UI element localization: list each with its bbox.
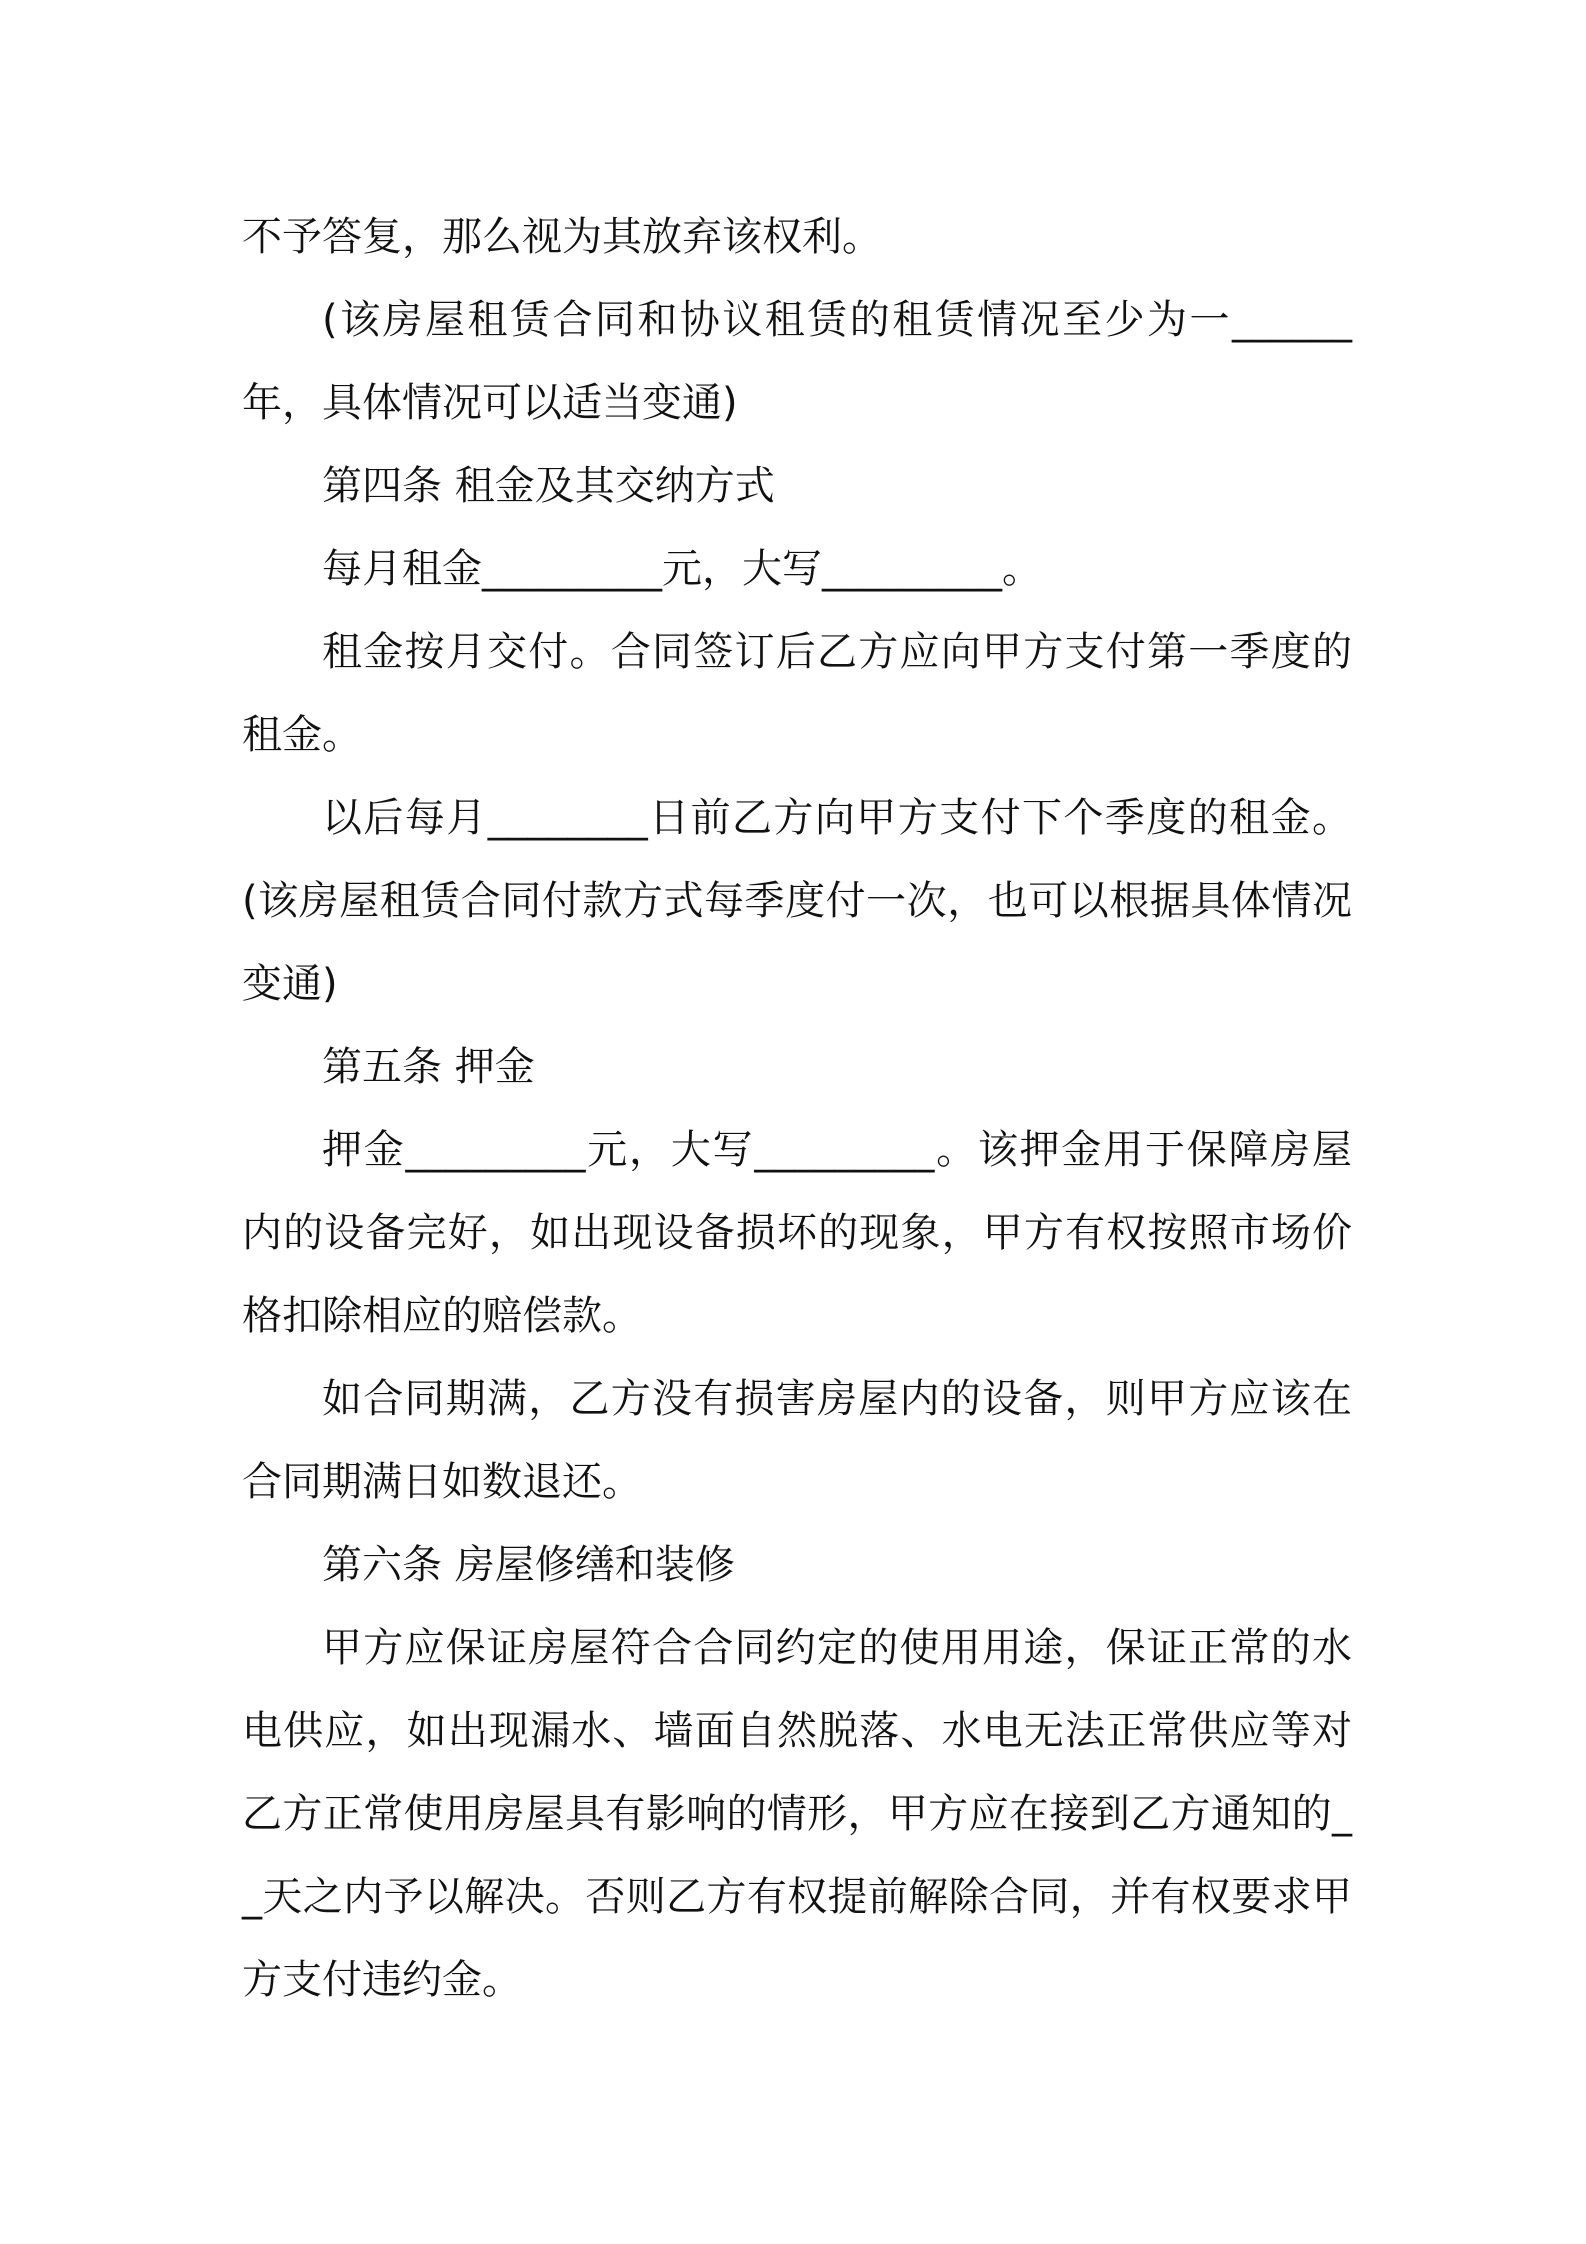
document-body [242, 196, 1352, 2022]
heading-article-5: 第五条 押金 [322, 1044, 535, 1090]
paragraph-lease-term-note: (该房屋租赁合同和协议租赁的租赁情况至少为一______年，具体情况可以适当变通) [242, 297, 1352, 426]
heading-article-6: 第六条 房屋修缮和装修 [322, 1542, 735, 1588]
paragraph-quarterly-payment: 以后每月________日前乙方向甲方支付下个季度的租金。(该房屋租赁合同付款方式每季度付一次，也可以根据具体情况变通) [242, 795, 1352, 1007]
heading-article-4: 第四条 租金及其交纳方式 [322, 463, 775, 509]
paragraph-deposit-refund: 如合同期满，乙方没有损害房屋内的设备，则甲方应该在合同期满日如数退还。 [242, 1376, 1352, 1505]
paragraph-repairs: 甲方应保证房屋符合合同约定的使用用途，保证正常的水电供应，如出现漏水、墙面自然脱落、水电无法正常供应等对乙方正常使用房屋具有影响的情形，甲方应在接到乙方通知的__天之内予以解决。否则乙方有权提前解除合同，并有权要求甲方支付违约金。 [242, 1625, 1352, 2003]
paragraph-reply-waiver: 不予答复，那么视为其放弃该权利。 [242, 214, 882, 260]
paragraph-rent-payment: 租金按月交付。合同签订后乙方应向甲方支付第一季度的租金。 [242, 629, 1352, 758]
paragraph-deposit: 押金_________元，大写_________。该押金用于保障房屋内的设备完好，如出现设备损坏的现象，甲方有权按照市场价格扣除相应的赔偿款。 [242, 1127, 1352, 1339]
paragraph-monthly-rent: 每月租金_________元，大写_________。 [322, 546, 1042, 592]
